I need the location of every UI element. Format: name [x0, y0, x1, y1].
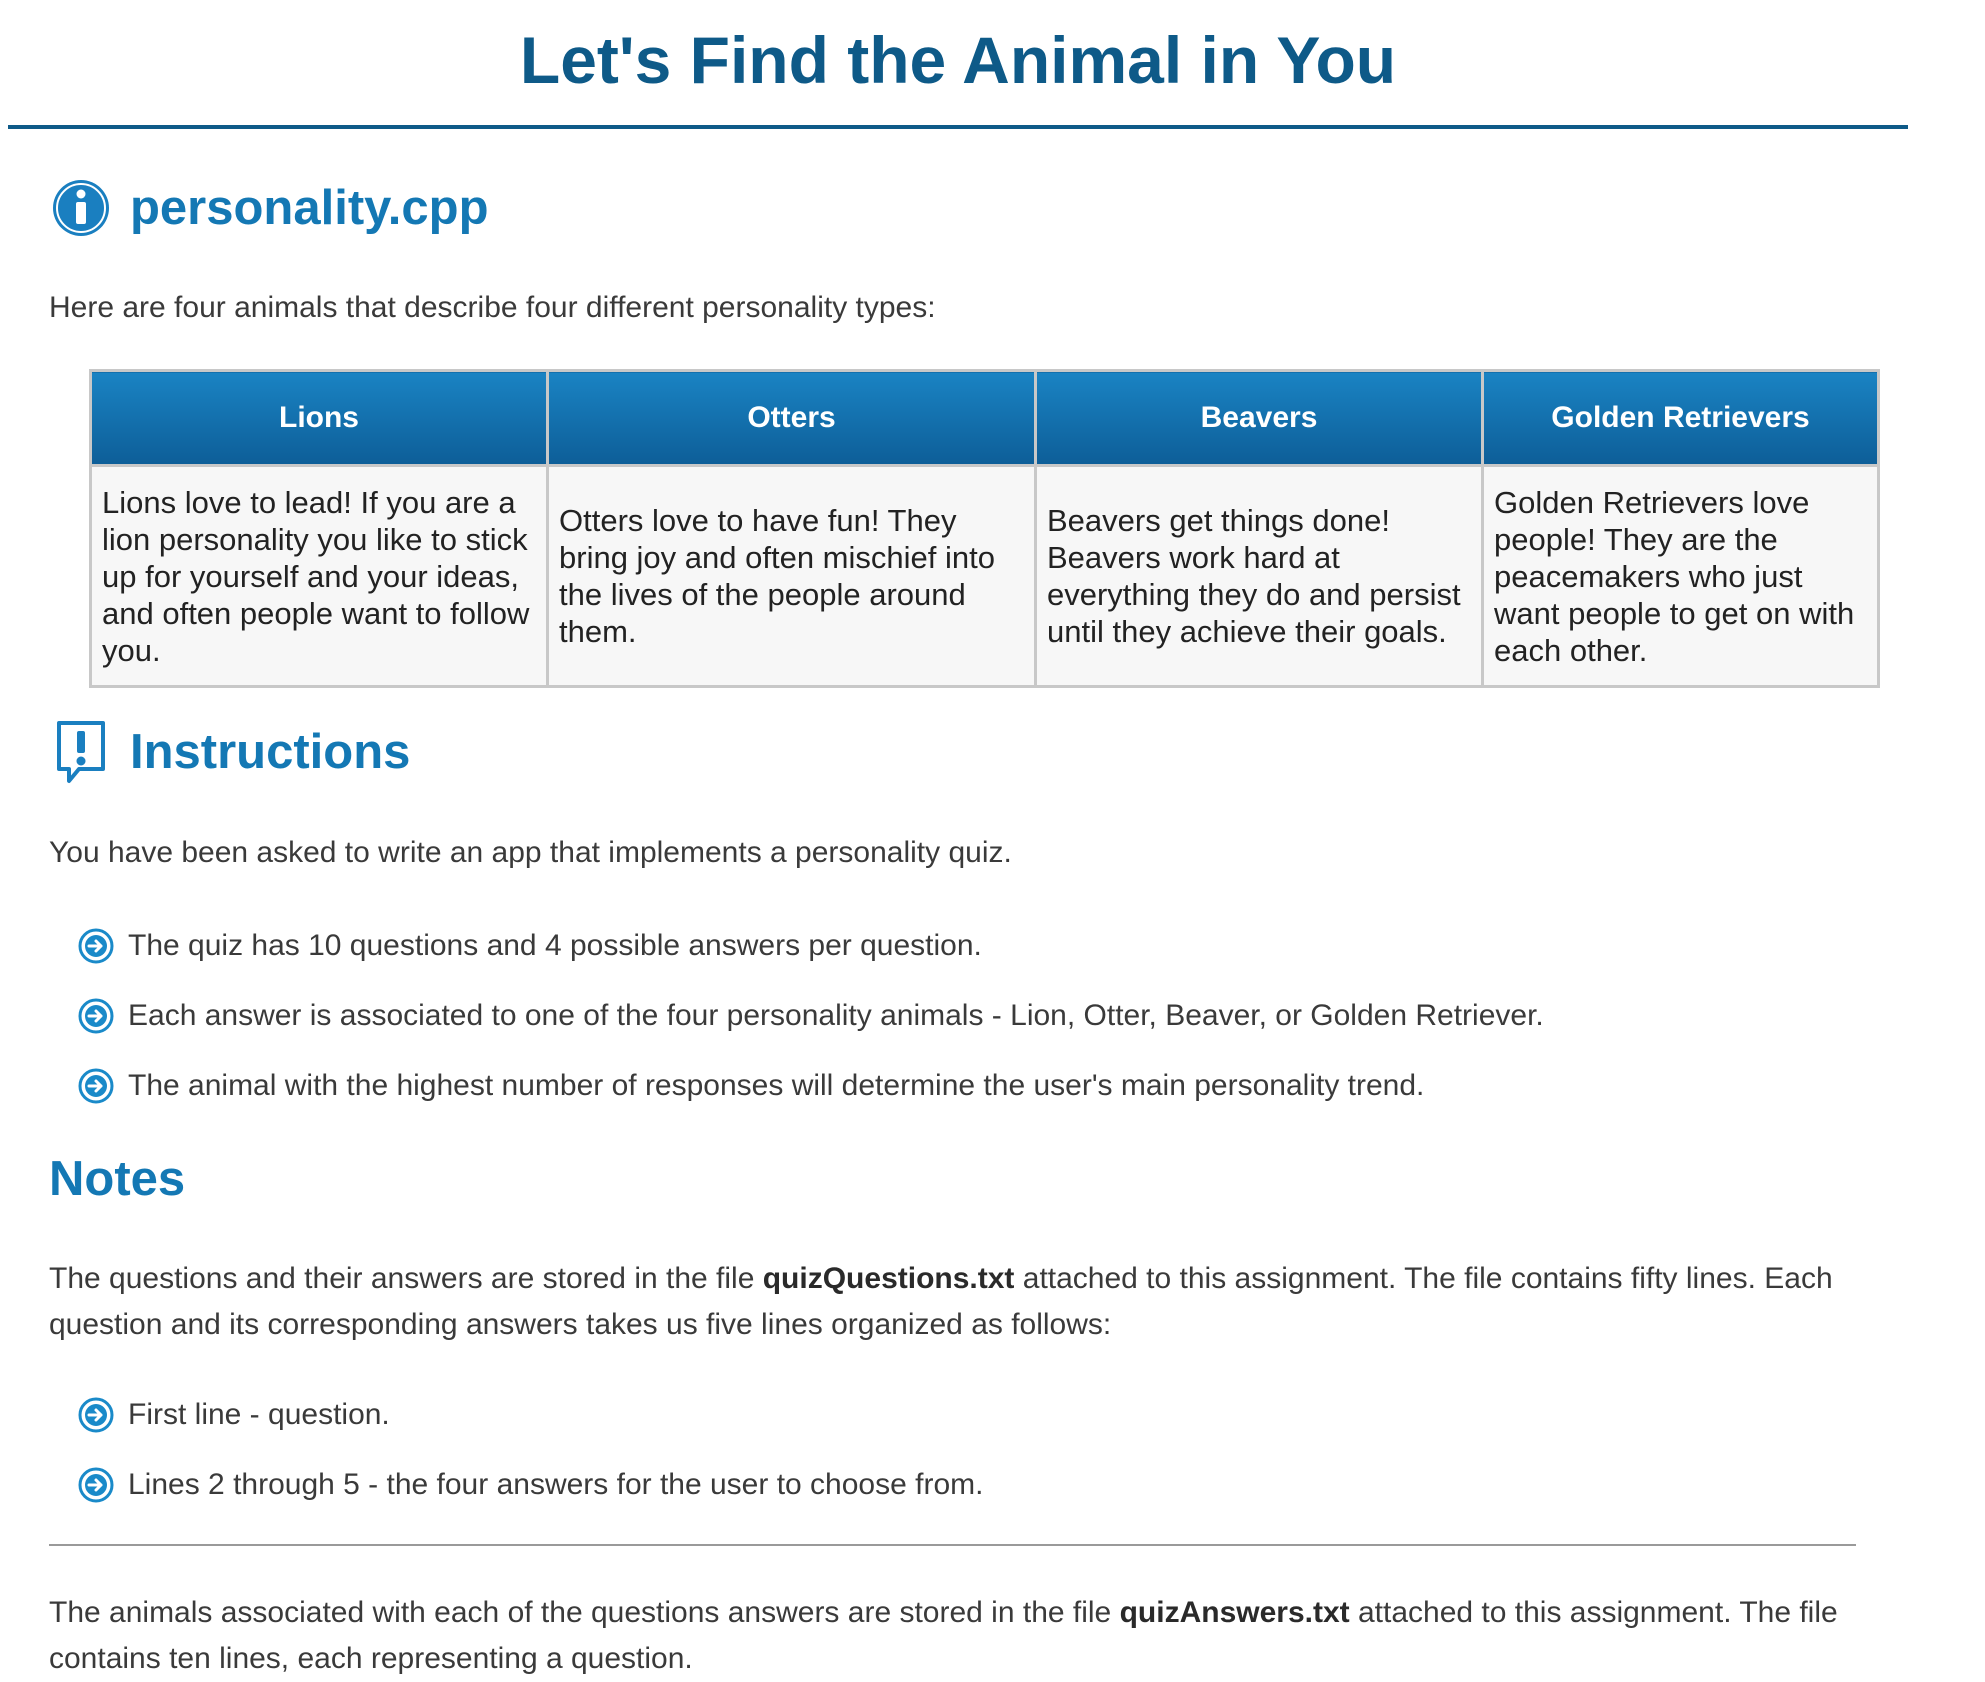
title-divider	[8, 125, 1908, 129]
file-section-heading	[50, 177, 489, 239]
instructions-list	[78, 911, 1544, 1121]
table-cell: Golden Retrievers love people! They are the peacemakers who just want people to get on with each other.	[1483, 466, 1879, 687]
list-item	[78, 1380, 983, 1450]
table-row	[91, 466, 1879, 687]
table-header-cell: Beavers	[1036, 371, 1483, 466]
filename-quiz-answers: quizAnswers.txt	[1119, 1596, 1350, 1629]
table-header-cell: Lions	[91, 371, 548, 466]
table-header-row	[91, 371, 1879, 466]
arrow-circle-icon	[78, 998, 114, 1034]
personality-table	[89, 369, 1880, 688]
list-item-text: The animal with the highest number of responses will determine the user's main personality trend.	[128, 1069, 1425, 1102]
notice-icon	[50, 721, 112, 783]
instructions-heading	[50, 721, 410, 783]
notes-paragraph-1	[49, 1256, 1879, 1348]
table-cell: Otters love to have fun! They bring joy and often mischief into the lives of the people around them.	[548, 466, 1036, 687]
page-title: Let's Find the Animal in You	[519, 23, 1397, 97]
table-header-cell: Golden Retrievers	[1483, 371, 1879, 466]
notes-paragraph-2	[49, 1590, 1879, 1682]
notes-title: Notes	[49, 1152, 186, 1206]
notes-text: attached to this assignment. The file contains ten lines, each representing a question.	[49, 1596, 1838, 1675]
arrow-circle-icon	[78, 1068, 114, 1104]
list-item	[78, 911, 1544, 981]
arrow-circle-icon	[78, 928, 114, 964]
notes-text: The animals associated with each of the questions answers are stored in the file	[49, 1596, 1120, 1629]
notes-text: attached to this assignment. The file contains fifty lines. Each question and its corresponding answers takes us five lines organized as follows:	[49, 1262, 1833, 1341]
table-cell: Lions love to lead! If you are a lion personality you like to stick up for yourself and your ideas, and often people want to follow you.	[91, 466, 548, 687]
arrow-circle-icon	[78, 1467, 114, 1503]
table-header-cell: Otters	[548, 371, 1036, 466]
file-section-intro: Here are four animals that describe four different personality types:	[49, 291, 936, 324]
filename-quiz-questions: quizQuestions.txt	[762, 1262, 1015, 1295]
section-divider	[49, 1544, 1856, 1546]
list-item-text: First line - question.	[128, 1398, 390, 1431]
notes-list	[78, 1380, 983, 1520]
table-cell: Beavers get things done! Beavers work hard at everything they do and persist until they achieve their goals.	[1036, 466, 1483, 687]
info-icon	[50, 177, 112, 239]
instructions-intro: You have been asked to write an app that implements a personality quiz.	[49, 836, 1012, 869]
file-section-title: personality.cpp	[130, 181, 489, 235]
list-item	[78, 1051, 1544, 1121]
arrow-circle-icon	[78, 1397, 114, 1433]
notes-text: The questions and their answers are stored in the file	[49, 1262, 763, 1295]
list-item	[78, 981, 1544, 1051]
list-item-text: Each answer is associated to one of the four personality animals - Lion, Otter, Beaver, or Golden Retriever.	[128, 999, 1544, 1032]
list-item	[78, 1450, 983, 1520]
instructions-title: Instructions	[130, 725, 411, 779]
list-item-text: The quiz has 10 questions and 4 possible answers per question.	[128, 929, 982, 962]
list-item-text: Lines 2 through 5 - the four answers for the user to choose from.	[128, 1468, 984, 1501]
